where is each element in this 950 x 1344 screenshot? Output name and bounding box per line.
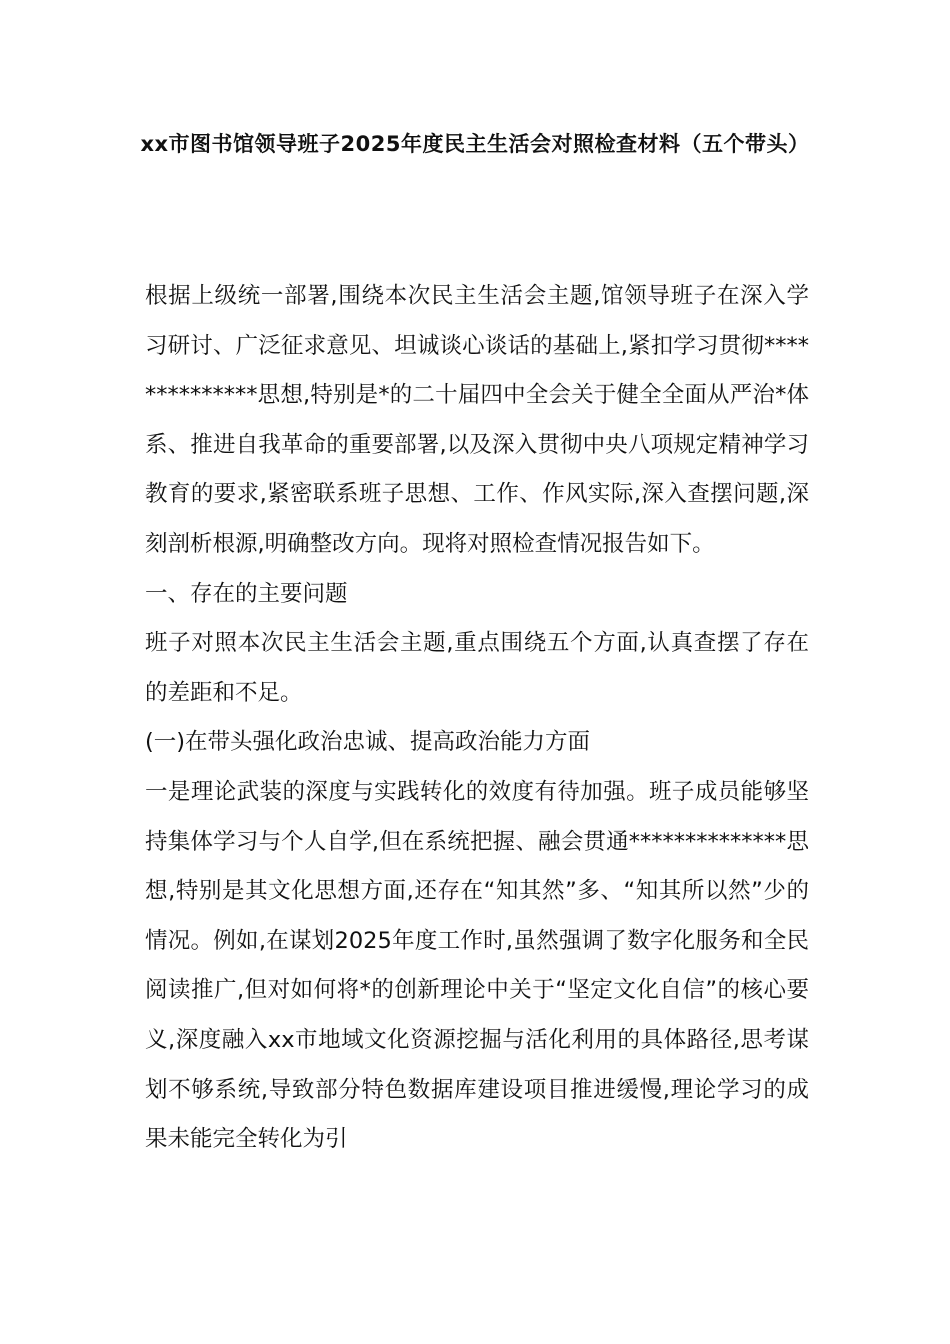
body-paragraph: 一是理论武装的深度与实践转化的效度有待加强。班子成员能够坚持集体学习与个人自学,但在系统把握、融会贯通**************思想,特别是其文化思想方面,还存在“知其然”多、“知其所以然”少的情况。例如,在谋划2025年度工作时,虽然强调了数字化服务和全民阅读推广,但对如何将*的创新理论中关于“坚定文化自信”的核心要义,深度融入xx市地域文化资源挖掘与活化利用的具体路径,思考谋划不够系统,导致部分特色数据库建设项目推进缓慢,理论学习的成果未能完全转化为引 [145, 778, 809, 1153]
section-intro-paragraph: 班子对照本次民主生活会主题,重点围绕五个方面,认真查摆了存在的差距和不足。 [145, 630, 809, 706]
section-heading: 一、存在的主要问题 [145, 580, 348, 607]
intro-paragraph: 根据上级统一部署,围绕本次民主生活会主题,馆领导班子在深入学习研讨、广泛征求意见、坦诚谈心谈话的基础上,紧扣学习贯彻**************思想,特别是*的二十届四中全会关于健全全面从严治*体系、推进自我革命的重要部署,以及深入贯彻中央八项规定精神学习教育的要求,紧密联系班子思想、工作、作风实际,深入查摆问题,深刻剖析根源,明确整改方向。现将对照检查情况报告如下。 [145, 283, 809, 557]
document-body [145, 272, 809, 1165]
subsection-heading: (一)在带头强化政治忠诚、提高政治能力方面 [145, 729, 591, 756]
document-title: xx市图书馆领导班子2025年度民主生活会对照检查材料（五个带头） [140, 132, 810, 156]
